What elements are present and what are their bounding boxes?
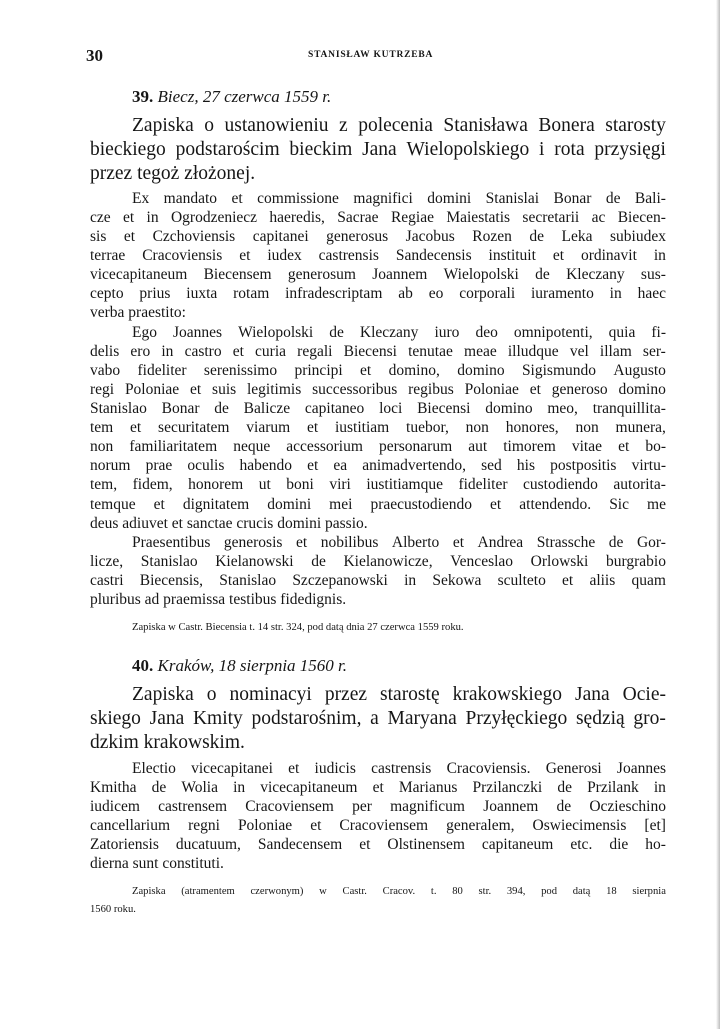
body-line: delis ero in castro et curia regali Biecensi tenutae meae illudque vel illam ser- [90,343,666,360]
document-heading [132,656,347,676]
document-number: 39. [132,87,154,106]
footnote-line: Zapiska (atramentem czerwonym) w Castr. Cracov. t. 80 str. 394, pod datą 18 sierpnia [132,886,666,897]
body-line: dierna sunt constituti. [90,855,224,872]
body-line: vabo fideliter serenissimo principi et domino, domino Sigismundo Augusto [90,362,666,379]
body-line: deus adiuvet et sanctae crucis domini passio. [90,515,368,532]
body-line: castri Biecensis, Stanislao Szczepanowski in Sekowa sculteto et aliis quam [90,572,666,589]
document-number: 40. [132,656,154,675]
document-heading [132,87,331,107]
document-place-date: Kraków, 18 sierpnia 1560 r. [157,656,348,675]
body-line: temque et dignitatem domini mei praecustodiendo et attendendo. Sic me [90,496,666,513]
body-line: pluribus ad praemissa testibus fidedignis. [90,591,347,608]
body-line: terrae Cracoviensis et iudex castrensis Sandecensis instituit et ordinavit in [90,247,666,264]
body-line: Praesentibus generosis et nobilibus Alberto et Andrea Strassche de Gor- [132,534,666,551]
body-line: Electio vicecapitanei et iudicis castrensis Cracoviensis. Generosi Joannes [132,760,666,777]
document-place-date: Biecz, 27 czerwca 1559 r. [157,87,332,106]
title-line: bieckiego podstarościm bieckim Jana Wielopolskiego i rota przysięgi [90,139,666,160]
footnote-line: Zapiska w Castr. Biecensia t. 14 str. 324, pod datą dnia 27 czerwca 1559 roku. [132,622,464,633]
footnote-line: 1560 roku. [90,904,136,915]
body-line: Stanislao Bonar de Balicze capitaneo loci Biecensi domino meo, tranquillita- [90,400,666,417]
body-line: tem et securitatem viarum et iustitiam tuebor, non honores, non munera, [90,419,666,436]
body-line: Ex mandato et commissione magnifici domini Stanislai Bonar de Bali- [132,190,666,207]
body-line: non familiaritatem neque accessorium personarum aut timorem vitae et bo- [90,438,666,455]
page-number: 30 [86,46,103,65]
body-line: cepto prius iuxta rotam infradescriptam ab eo corporali iuramento in haec [90,285,666,302]
body-line: cze et in Ogrodzeniecz haeredis, Sacrae Regiae Maiestatis secretarii ac Biecen- [90,209,666,226]
body-line: vicecapitaneum Biecensem generosum Joannem Wielopolski de Kleczany sus- [90,266,666,283]
body-line: norum prae oculis habendo et ea animadvertendo, sed his postpositis virtu- [90,457,666,474]
title-line: Zapiska o ustanowieniu z polecenia Stanisława Bonera starosty [132,115,666,136]
body-line: cancellarium regni Poloniae et Cracoviensem generalem, Oswiecimensis [et] [90,817,666,834]
running-head: STANISŁAW KUTRZEBA [308,50,434,60]
body-line: tem, fidem, honorem ut boni viri iustitiamque fideliter custodiendo autorita- [90,476,666,493]
body-line: iudicem castrensem Cracoviensem per magnificum Joannem de Oczieschino [90,798,666,815]
page-edge-shadow [716,0,720,1029]
title-line: dzkim krakowskim. [90,732,245,753]
body-line: verba praestito: [90,304,186,321]
title-line: przez tegoż złożonej. [90,163,256,184]
title-line: skiego Jana Kmity podstarośnim, a Maryana Przyłęckiego sędzią gro- [90,708,666,729]
page-header [86,46,646,66]
body-line: regi Poloniae et suis legitimis successoribus regibus Poloniae et generoso domino [90,381,666,398]
body-line: Ego Joannes Wielopolski de Kleczany iuro deo omnipotenti, quia fi- [132,324,666,341]
body-line: sis et Czchoviensis capitanei generosus Jacobus Rozen de Leka subiudex [90,228,666,245]
body-line: Kmitha de Wolia in vicecapitaneum et Marianus Przilanczki de Przilank in [90,779,666,796]
body-line: Zatoriensis ducatuum, Sandecensem et Olstinensem capitaneum etc. die ho- [90,836,666,853]
body-line: licze, Stanislao Kielanowski de Kielanowicze, Venceslao Orlowski burgrabio [90,553,666,570]
title-line: Zapiska o nominacyi przez starostę krakowskiego Jana Ocie- [132,684,666,705]
